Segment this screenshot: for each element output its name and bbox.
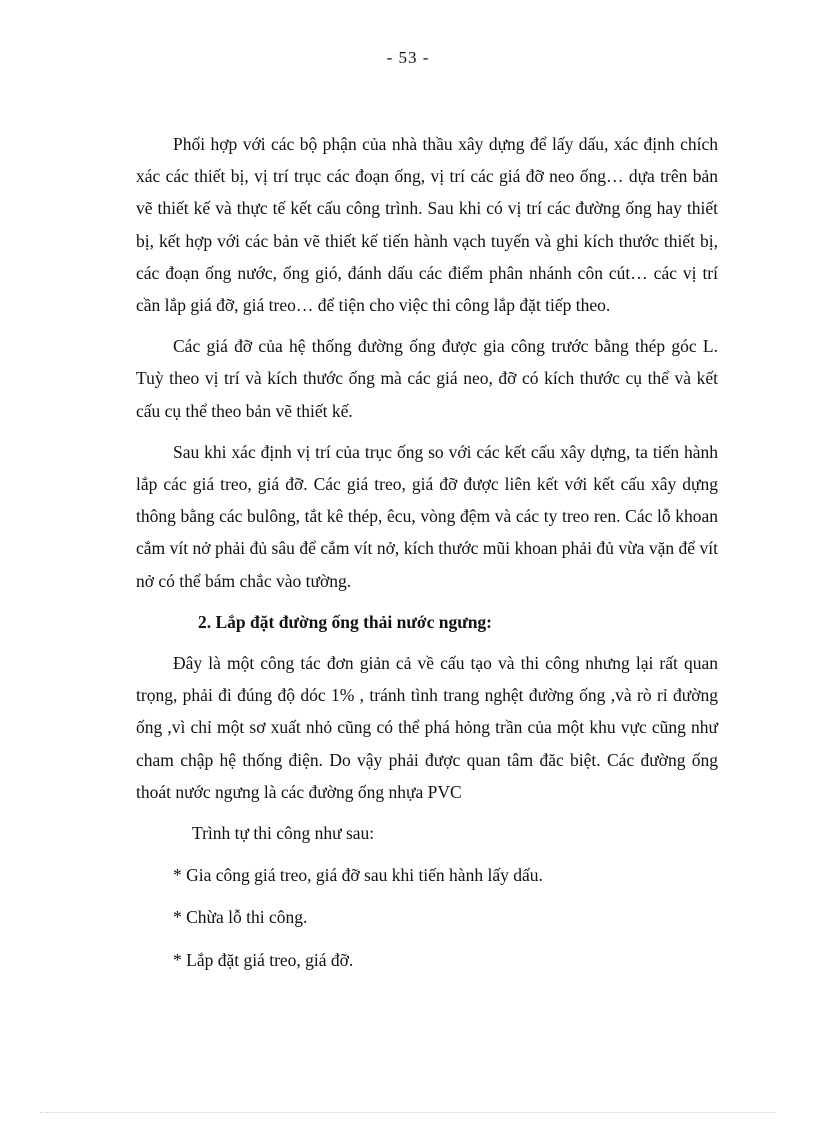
page-number: - 53 -: [386, 48, 430, 67]
step-item: * Lắp đặt giá treo, giá đỡ.: [173, 949, 354, 970]
paragraph-hangers: Sau khi xác định vị trí của trục ống so với các kết cấu xây dựng, ta tiến hành lắp các giá treo, giá đỡ. Các giá treo, giá đỡ được liên kết với kết cấu xây dựng thông bằng các bulông, tắt kê thép, êcu, vòng đệm và các ty treo ren. Các lỗ khoan cắm vít nở phải đủ sâu để cắm vít nở, kích thước mũi khoan phải đủ vừa vặn để vít nở có thể bám chắc vào tường.: [136, 441, 718, 591]
step-item: * Chừa lỗ thi công.: [173, 907, 308, 928]
paragraph-supports: Các giá đỡ của hệ thống đường ống được gia công trước bằng thép góc L. Tuỳ theo vị trí và kích thước ống mà các giá neo, đỡ có kích thước cụ thể và kết cấu cụ thể theo bản vẽ thiết kế.: [136, 336, 718, 421]
document-body: [136, 128, 718, 986]
step-item: * Gia công giá treo, giá đỡ sau khi tiến hành lấy dấu.: [173, 865, 543, 886]
section-heading: 2. Lắp đặt đường ống thải nước ngưng:: [198, 611, 493, 632]
footer-divider: [40, 1112, 776, 1113]
paragraph-condensate: Đây là một công tác đơn giản cả về cấu tạo và thi công nhưng lại rất quan trọng, phải đi đúng độ dóc 1% , tránh tình trang nghệt đường ống ,và rò rỉ đường ống ,vì chỉ một sơ xuất nhỏ cũng có thể phá hỏng trần của một khu vực cũng như cham chập hệ thống điện. Do vậy phải được quan tâm đăc biệt. Các đường ống thoát nước ngưng là các đường ống nhựa PVC: [136, 653, 718, 802]
procedure-intro: Trình tự thi công như sau:: [192, 823, 375, 844]
paragraph-marking: Phối hợp với các bộ phận của nhà thầu xây dựng để lấy dấu, xác định chích xác các thiết bị, vị trí trục các đoạn ống, vị trí các giá đỡ neo ống… dựa trên bản vẽ thiết kế và thực tế kết cấu công trình. Sau khi có vị trí các đường ống hay thiết bị, kết hợp với các bản vẽ thiết kế tiến hành vạch tuyến và ghi kích thước thiết bị, các đoạn ống nước, ống gió, đánh dấu các điểm phân nhánh côn cút… các vị trí cần lắp giá đỡ, giá treo… để tiện cho việc thi công lắp đặt tiếp theo.: [136, 134, 718, 316]
